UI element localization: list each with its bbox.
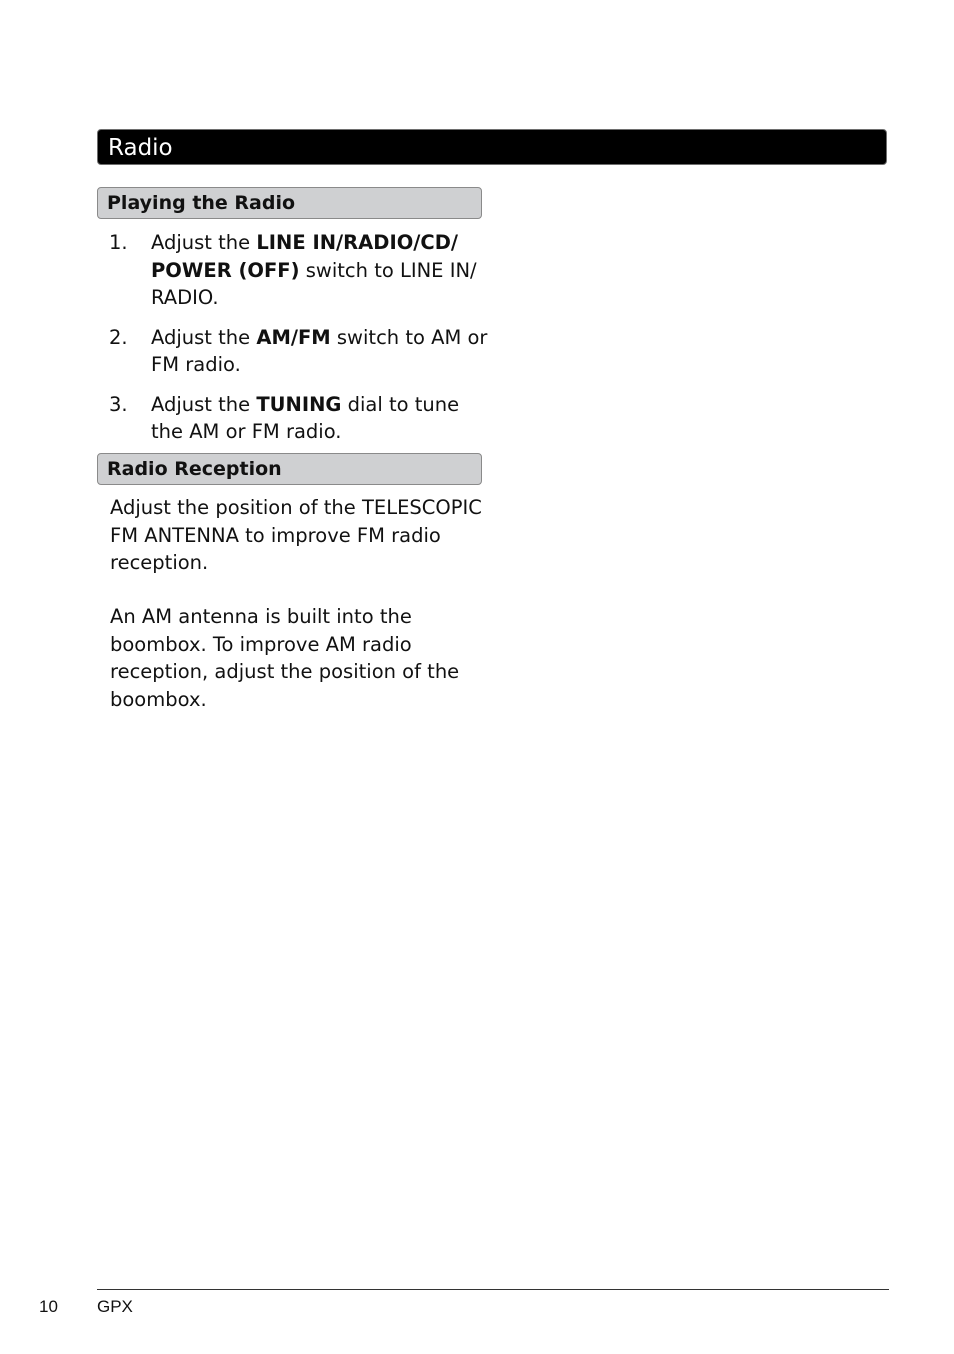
page-number: 10 xyxy=(39,1297,58,1316)
step-text-post: dial to tune the AM or FM radio. xyxy=(151,392,460,443)
step-text-bold: TUNING xyxy=(256,392,342,416)
step-text-post: switch to AM or FM radio. xyxy=(151,325,488,376)
step-text-pre: Adjust the xyxy=(151,231,257,254)
reception-paragraph: Adjust the position of the TELESCOPIC FM ANTENNA to improve FM radio reception. xyxy=(110,496,482,574)
step-text-post: switch to LINE IN/ RADIO. xyxy=(151,258,477,309)
step-text-bold: LINE IN/RADIO/CD/ POWER (OFF) xyxy=(151,231,459,282)
step-number: 1. xyxy=(109,231,128,254)
playing-radio-heading: Playing the Radio xyxy=(97,187,482,219)
step-text-bold: AM/FM xyxy=(256,325,331,349)
reception-paragraph: An AM antenna is built into the boombox. To improve AM radio reception, adjust the position of the boombox. xyxy=(110,605,460,711)
step-text-pre: Adjust the xyxy=(151,392,257,416)
step-text-pre: Adjust the xyxy=(151,325,257,349)
playing-radio-steps xyxy=(97,229,497,458)
step-number: 3. xyxy=(109,392,128,416)
section-title-bar xyxy=(97,129,887,165)
step-item xyxy=(97,324,497,379)
radio-reception-heading: Radio Reception xyxy=(97,453,482,485)
footer-divider xyxy=(97,1289,889,1290)
step-number: 2. xyxy=(109,325,128,349)
section-title: Radio xyxy=(108,135,173,161)
step-item xyxy=(97,229,497,312)
footer-brand: GPX xyxy=(97,1297,133,1316)
step-item xyxy=(97,391,497,446)
